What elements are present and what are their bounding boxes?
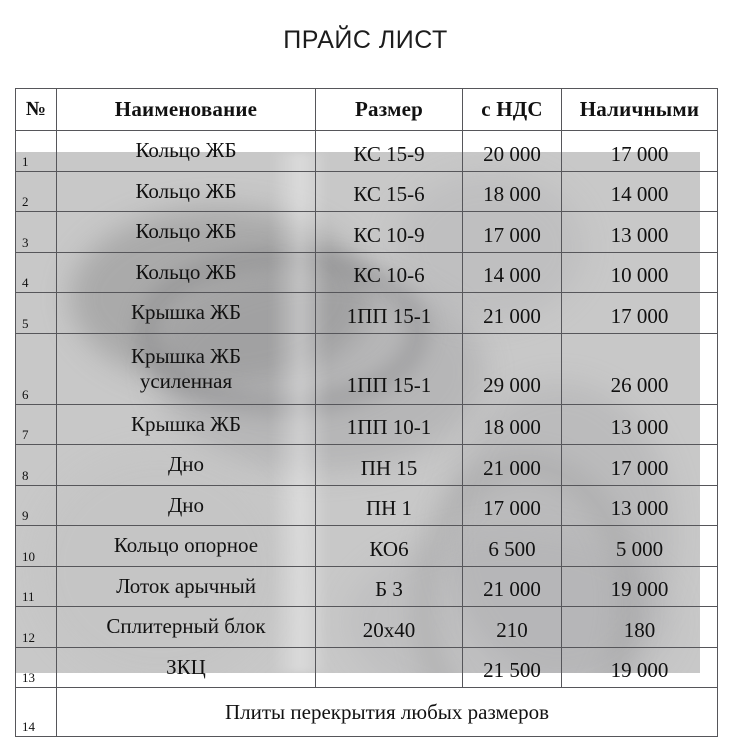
row-number: 4	[16, 252, 57, 293]
price-list-table	[15, 88, 718, 737]
row-number: 13	[16, 647, 57, 688]
row-number: 6	[16, 333, 57, 404]
cell-price-vat: 18 000	[463, 404, 562, 445]
row-number: 9	[16, 485, 57, 526]
cell-size: 1ПП 15-1	[316, 333, 463, 404]
cell-size: КО6	[316, 526, 463, 567]
cell-price-vat: 21 000	[463, 293, 562, 334]
cell-price-cash: 17 000	[562, 293, 718, 334]
cell-size	[316, 647, 463, 688]
cell-price-cash: 13 000	[562, 485, 718, 526]
cell-price-vat: 29 000	[463, 333, 562, 404]
cell-price-vat: 21 000	[463, 445, 562, 486]
cell-name-line-2: усиленная	[139, 368, 233, 393]
cell-price-cash: 19 000	[562, 566, 718, 607]
cell-price-cash: 26 000	[562, 333, 718, 404]
cell-name: Кольцо опорное	[57, 526, 316, 567]
cell-size: ПН 15	[316, 445, 463, 486]
table-row	[16, 647, 718, 688]
cell-price-cash: 19 000	[562, 647, 718, 688]
cell-size: 1ПП 10-1	[316, 404, 463, 445]
cell-price-vat: 6 500	[463, 526, 562, 567]
column-header-number: №	[16, 89, 57, 131]
table-row	[16, 485, 718, 526]
cell-name: Дно	[57, 485, 316, 526]
cell-size: КС 15-6	[316, 171, 463, 212]
table-row	[16, 566, 718, 607]
cell-name: Кольцо ЖБ	[57, 171, 316, 212]
row-number: 11	[16, 566, 57, 607]
cell-price-vat: 17 000	[463, 212, 562, 253]
table-row	[16, 445, 718, 486]
page-title: ПРАЙС ЛИСТ	[283, 26, 448, 54]
cell-price-vat: 21 000	[463, 566, 562, 607]
cell-size: 1ПП 15-1	[316, 293, 463, 334]
cell-size: КС 10-9	[316, 212, 463, 253]
table-header	[16, 89, 718, 131]
cell-name: ЗКЦ	[57, 647, 316, 688]
cell-price-cash: 14 000	[562, 171, 718, 212]
table-row	[16, 333, 718, 404]
row-number: 8	[16, 445, 57, 486]
cell-name: Лоток арычный	[57, 566, 316, 607]
cell-price-cash: 5 000	[562, 526, 718, 567]
cell-name: Кольцо ЖБ	[57, 252, 316, 293]
cell-name: Дно	[57, 445, 316, 486]
row-number: 7	[16, 404, 57, 445]
row-number: 10	[16, 526, 57, 567]
column-header-name: Наименование	[57, 89, 316, 131]
row-number: 2	[16, 171, 57, 212]
row-number: 1	[16, 131, 57, 172]
cell-name: Крышка ЖБ	[57, 293, 316, 334]
column-header-size: Размер	[316, 89, 463, 131]
cell-name: Кольцо ЖБ	[57, 212, 316, 253]
cell-size: 20х40	[316, 607, 463, 648]
cell-price-vat: 20 000	[463, 131, 562, 172]
table-row-footer	[16, 688, 718, 737]
table-row	[16, 252, 718, 293]
cell-footer-note: Плиты перекрытия любых размеров	[57, 688, 718, 737]
cell-size: КС 15-9	[316, 131, 463, 172]
column-header-cash: Наличными	[562, 89, 718, 131]
column-header-vat: с НДС	[463, 89, 562, 131]
cell-price-vat: 17 000	[463, 485, 562, 526]
table-header-row	[16, 89, 718, 131]
cell-price-cash: 10 000	[562, 252, 718, 293]
cell-price-cash: 13 000	[562, 404, 718, 445]
cell-price-vat: 18 000	[463, 171, 562, 212]
cell-name: Крышка ЖБ	[57, 404, 316, 445]
cell-price-cash: 180	[562, 607, 718, 648]
row-number: 5	[16, 293, 57, 334]
table-row	[16, 171, 718, 212]
cell-price-vat: 21 500	[463, 647, 562, 688]
table-row	[16, 131, 718, 172]
table-row	[16, 526, 718, 567]
cell-price-cash: 13 000	[562, 212, 718, 253]
table-row	[16, 212, 718, 253]
row-number: 14	[16, 688, 57, 737]
cell-price-cash: 17 000	[562, 131, 718, 172]
cell-price-vat: 14 000	[463, 252, 562, 293]
cell-price-cash: 17 000	[562, 445, 718, 486]
cell-price-vat: 210	[463, 607, 562, 648]
cell-name-line-1: Крышка ЖБ	[130, 343, 242, 368]
cell-size: ПН 1	[316, 485, 463, 526]
table-row	[16, 293, 718, 334]
row-number: 12	[16, 607, 57, 648]
table-row	[16, 404, 718, 445]
table-body	[16, 131, 718, 737]
cell-size: Б 3	[316, 566, 463, 607]
cell-name: Кольцо ЖБ	[57, 131, 316, 172]
table-row	[16, 607, 718, 648]
cell-size: КС 10-6	[316, 252, 463, 293]
row-number: 3	[16, 212, 57, 253]
cell-name: Сплитерный блок	[57, 607, 316, 648]
cell-name	[57, 333, 316, 404]
